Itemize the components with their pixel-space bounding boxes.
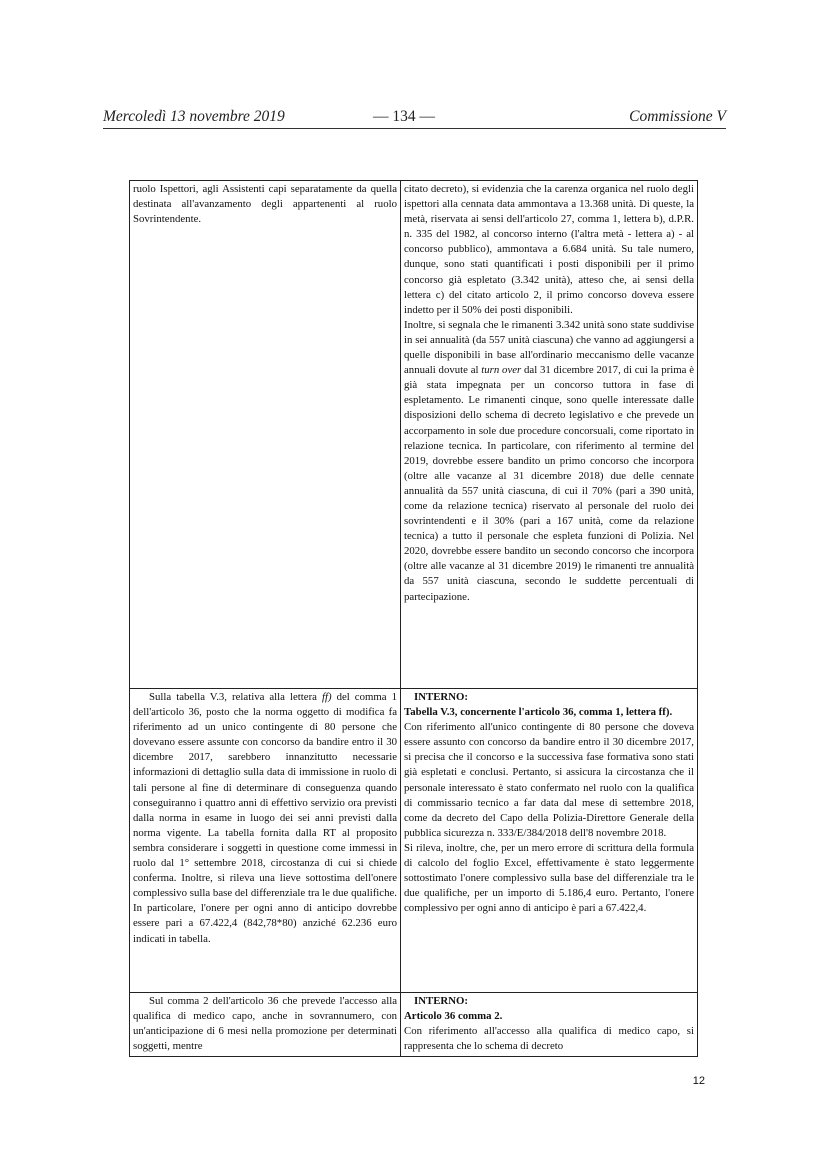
table-row bbox=[130, 689, 698, 993]
section-subheading: Tabella V.3, concernente l'articolo 36, comma 1, lettera ff). bbox=[404, 706, 673, 719]
left-paragraph: Sul comma 2 dell'articolo 36 che prevede l'accesso alla qualifica di medico capo, anche in sovrannumero, con un'anticipazione di 6 mesi nella promozione per determinati soggetti, mentre bbox=[133, 995, 397, 1053]
right-paragraph: Si rileva, inoltre, che, per un mero errore di scrittura della formula di calcolo del foglio Excel, effettivamente è stato leggermente sottostimato l'onere complessivo sulla base del differenziale tra le due qualifiche, per un importo di 5.186,4 euro. Pertanto, l'onere complessivo per ogni anno di anticipo è pari a 67.422,4. bbox=[404, 841, 694, 915]
table-row bbox=[130, 181, 698, 689]
right-paragraph: Inoltre, si segnala che le rimanenti 3.342 unità sono state suddivise in sei annualità (da 557 unità ciascuna) che vanno ad aggiungersi a quelle disponibili in base all'ordinario meccanismo delle vacanze annuali dovute al turn over dal 31 dicembre 2017, di cui la prima è già stata impegnata per un concorso tuttora in fase di espletamento. Le rimanenti cinque, sono quelle interessate dalle disposizioni dello schema di decreto legislativo e che prevede un accorpamento in sole due procedure concorsuali, come riportato in relazione tecnica. In particolare, con riferimento al termine del 2019, dovrebbe essere bandito un primo concorso che incorpora (oltre alle vacanze al 31 dicembre 2018) due delle cennate annualità da 557 unità ciascuna, di cui il 70% (pari a 390 unità, come da relazione tecnica) riservato al personale del ruolo dei sovrintendenti e il 30% (pari a 167 unità, come da relazione tecnica) a tutto il personale che espleta funzioni di Polizia. Nel 2020, dovrebbe essere bandito un secondo concorso che incorpora (oltre alle vacanze al 31 dicembre 2019) le rimanenti tre annualità da 557 unità ciascuna, secondo le suddette percentuali di partecipazione. bbox=[404, 318, 694, 603]
page-number: 12 bbox=[692, 1075, 705, 1087]
right-paragraph: Con riferimento all'accesso alla qualifica di medico capo, si rappresenta che lo schema di decreto bbox=[404, 1025, 694, 1053]
left-cell bbox=[130, 689, 401, 993]
table-row bbox=[130, 993, 698, 1057]
header-date: Mercoledì 13 novembre 2019 bbox=[103, 108, 285, 125]
right-paragraph: Con riferimento all'unico contingente di 80 persone che doveva essere assunto con concorso da bandire entro il 30 dicembre 2017, si precisa che il concorso e la successiva fase formativa sono stati già espletati e conclusi. Pertanto, si assicura la circostanza che il personale interessato è stato confermato nel ruolo con la qualifica di commissario tecnico a far data dal mese di settembre 2018, come da decreto del Capo della Polizia-Direttore Generale della pubblica sicurezza n. 333/E/384/2018 dell'8 novembre 2018. bbox=[404, 721, 694, 839]
left-paragraph: Sulla tabella V.3, relativa alla lettera ff) del comma 1 dell'articolo 36, posto che la norma oggetto di modifica fa riferimento ad un unico contingente di 80 persone che dovevano essere assunte con concorso da bandire entro il 30 dicembre 2017, sarebbero innanzitutto necessarie informazioni di dettaglio sulla data di immissione in ruolo di tali persone al fine di determinare di conseguenza quando conseguiranno i quattro anni di effettivo servizio ora previsti dalla norma in esame in luogo dei sei anni previsti dalla norma vigente. La tabella fornita dalla RT al proposito sembra considerare i soggetti in questione come immessi in ruolo dal 1° settembre 2018, circostanza di cui si chiede conferma. Inoltre, si rileva una lieve sottostima dell'onere complessivo sulla base del differenziale tra le due qualifiche. In particolare, l'onere per ogni anno di anticipo dovrebbe essere pari a 67.422,4 (842,78*80) anziché 62.236 euro indicati in tabella. bbox=[133, 691, 397, 945]
header-rule bbox=[103, 128, 726, 129]
left-paragraph: ruolo Ispettori, agli Assistenti capi separatamente da quella destinata all'avanzamento degli appartenenti al ruolo Sovrintendente. bbox=[133, 183, 397, 226]
header-commission: Commissione V bbox=[629, 108, 726, 125]
right-cell bbox=[401, 181, 698, 689]
right-cell bbox=[401, 689, 698, 993]
comparison-table bbox=[129, 180, 698, 1057]
left-cell bbox=[130, 993, 401, 1057]
section-heading: INTERNO: bbox=[414, 691, 468, 703]
section-subheading: Articolo 36 comma 2. bbox=[404, 1010, 503, 1023]
left-cell bbox=[130, 181, 401, 689]
right-cell bbox=[401, 993, 698, 1057]
header-page-number: — 134 — bbox=[373, 108, 435, 125]
section-heading: INTERNO: bbox=[414, 995, 468, 1007]
page-header bbox=[103, 108, 726, 130]
right-paragraph: citato decreto), si evidenzia che la carenza organica nel ruolo degli ispettori alla cennata data ammontava a 13.368 unità. Di queste, la metà, riservata ai sensi dell'articolo 27, comma 1, lettera b), d.P.R. n. 335 del 1982, al concorso interno (l'altra metà - lettera a) - al concorso pubblico), ammontava a 6.684 unità. Su tale numero, dunque, sono stati quantificati i posti disponibili per il primo concorso già espletato (3.342 unità), atteso che, ai sensi della lettera c) del citato articolo 2, il primo concorso doveva essere indetto per il 50% dei posti disponibili. bbox=[404, 183, 694, 316]
